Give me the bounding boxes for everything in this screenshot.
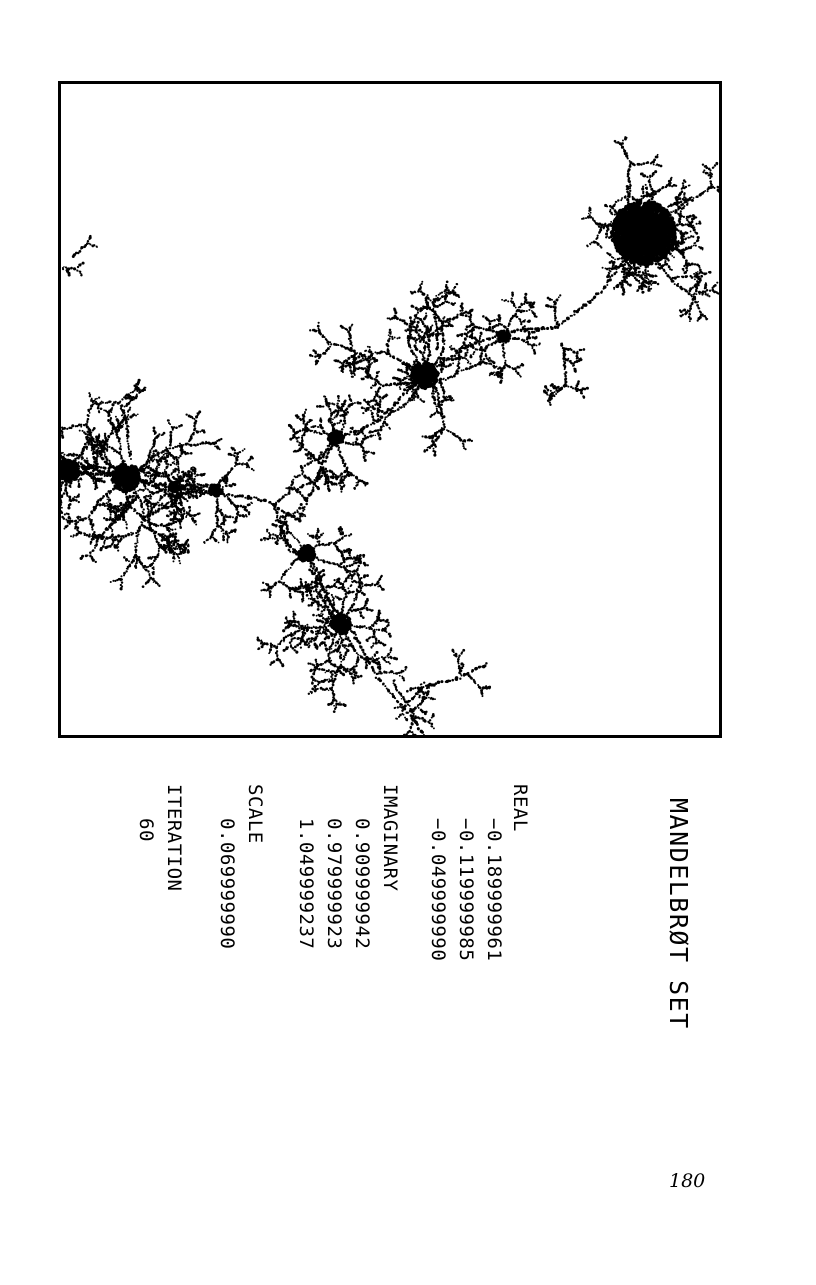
real-value-3: −0.049999990 [427,818,449,962]
iteration-label: ITERATION [163,784,185,892]
scale-label: SCALE [244,784,266,844]
page-number: 180 [669,1170,706,1192]
real-label: REAL [509,784,531,832]
imaginary-value-1: 0.909999942 [351,818,373,950]
fractal-drawing [61,84,719,735]
imaginary-value-3: 1.049999237 [295,818,317,950]
iteration-value: 60 [135,818,157,842]
real-value-2: −0.119999985 [455,818,477,962]
imaginary-value-2: 0.979999923 [323,818,345,950]
imaginary-label: IMAGINARY [379,784,401,892]
scale-value: 0.069999990 [216,818,238,950]
mandelbrot-fractal-image [58,81,722,738]
real-value-1: −0.189999961 [483,818,505,962]
page-title: MANDELBRØT SET [664,798,693,1030]
